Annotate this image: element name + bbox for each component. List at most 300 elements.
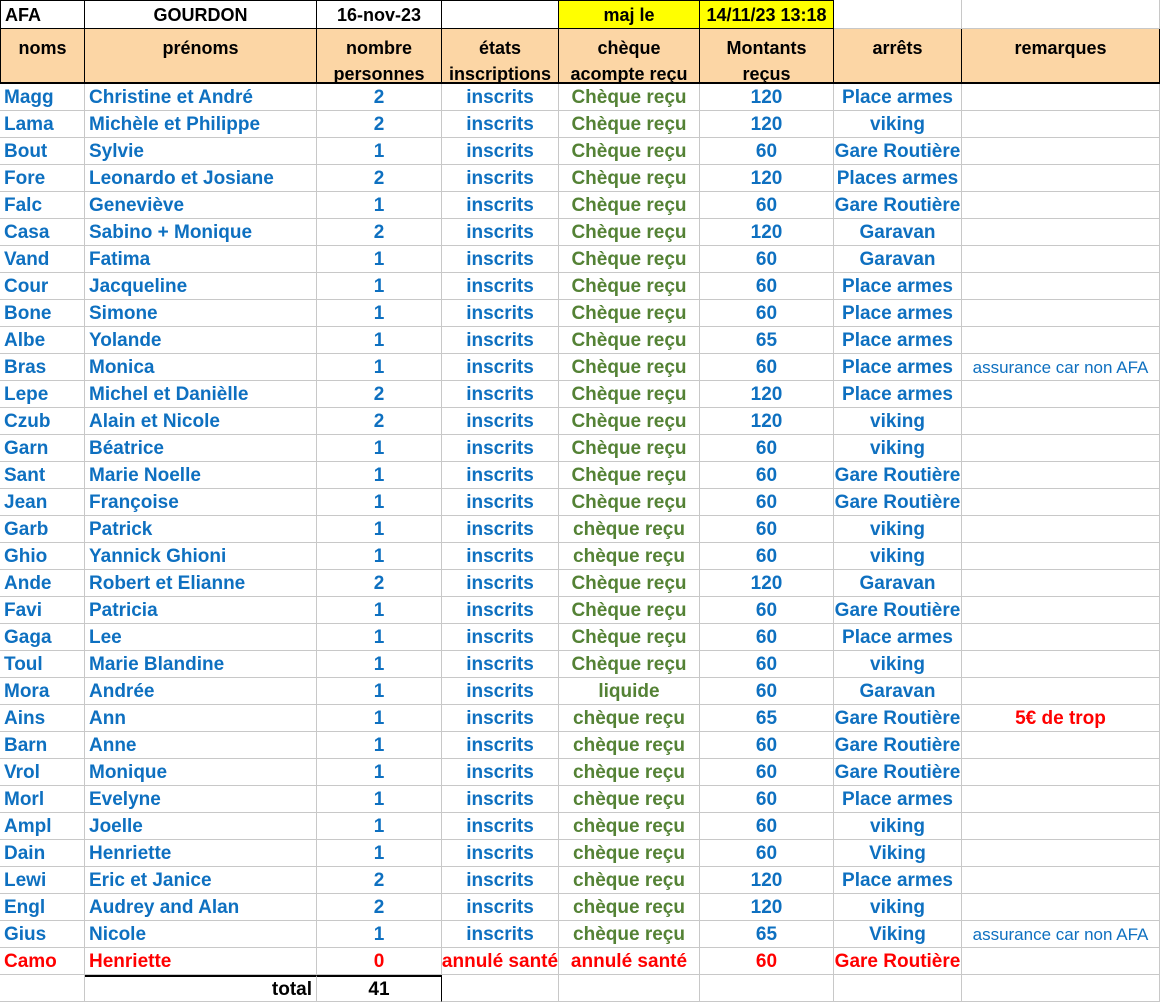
cheque-cell[interactable]: annulé santé (559, 948, 700, 975)
column-header[interactable] (700, 29, 834, 84)
nom-cell[interactable]: Garb (0, 516, 85, 543)
montant-cell[interactable]: 65 (700, 921, 834, 948)
arret-cell[interactable]: viking (834, 516, 962, 543)
table-row (0, 867, 1160, 894)
etat-cell[interactable]: inscrits (442, 435, 559, 462)
montant-cell[interactable]: 60 (700, 543, 834, 570)
total-label[interactable]: total (85, 975, 317, 1002)
empty-cell[interactable] (962, 975, 1160, 1002)
column-header-label: nombre (345, 38, 412, 58)
montant-cell[interactable]: 65 (700, 705, 834, 732)
montant-cell[interactable]: 60 (700, 813, 834, 840)
remarque-cell[interactable] (962, 165, 1160, 192)
remarque-cell[interactable] (962, 408, 1160, 435)
prenoms-cell[interactable]: Ann (85, 705, 317, 732)
remarque-cell[interactable]: 5€ de trop (962, 705, 1160, 732)
etat-cell[interactable]: inscrits (442, 273, 559, 300)
remarque-cell[interactable] (962, 894, 1160, 921)
etat-cell[interactable]: inscrits (442, 165, 559, 192)
arret-cell[interactable]: Place armes (834, 273, 962, 300)
nombre-cell[interactable]: 1 (317, 192, 442, 219)
total-value[interactable]: 41 (317, 975, 442, 1002)
cheque-cell[interactable]: chèque reçu (559, 759, 700, 786)
cheque-cell[interactable]: chèque reçu (559, 732, 700, 759)
prenoms-cell[interactable]: Audrey and Alan (85, 894, 317, 921)
empty-cell[interactable] (0, 975, 85, 1002)
nombre-cell[interactable]: 1 (317, 840, 442, 867)
remarque-cell[interactable] (962, 867, 1160, 894)
prenoms-cell[interactable]: Monique (85, 759, 317, 786)
nom-cell[interactable]: Dain (0, 840, 85, 867)
remarque-cell[interactable] (962, 948, 1160, 975)
arret-cell[interactable]: Garavan (834, 219, 962, 246)
montant-cell[interactable]: 120 (700, 894, 834, 921)
nombre-cell[interactable]: 1 (317, 435, 442, 462)
remarque-cell[interactable] (962, 381, 1160, 408)
etat-cell[interactable]: inscrits (442, 624, 559, 651)
prenoms-cell[interactable]: Anne (85, 732, 317, 759)
remarque-cell[interactable] (962, 84, 1160, 111)
cheque-cell[interactable]: chèque reçu (559, 894, 700, 921)
arret-cell[interactable]: Place armes (834, 300, 962, 327)
arret-cell[interactable]: Place armes (834, 867, 962, 894)
montant-cell[interactable]: 120 (700, 84, 834, 111)
montant-cell[interactable]: 60 (700, 651, 834, 678)
nombre-cell[interactable]: 1 (317, 624, 442, 651)
arret-cell[interactable]: Gare Routière (834, 138, 962, 165)
nombre-cell[interactable]: 1 (317, 543, 442, 570)
blank-cell[interactable] (442, 0, 559, 29)
arret-cell[interactable]: Garavan (834, 246, 962, 273)
etat-cell[interactable]: annulé santé (442, 948, 559, 975)
montant-cell[interactable]: 60 (700, 624, 834, 651)
column-header[interactable] (317, 29, 442, 84)
arret-cell[interactable]: Viking (834, 921, 962, 948)
nom-cell[interactable]: Garn (0, 435, 85, 462)
etat-cell[interactable]: inscrits (442, 489, 559, 516)
nom-cell[interactable]: Ampl (0, 813, 85, 840)
update-label-cell[interactable]: maj le (559, 0, 700, 29)
prenoms-cell[interactable]: Eric et Janice (85, 867, 317, 894)
montant-cell[interactable]: 60 (700, 138, 834, 165)
etat-cell[interactable]: inscrits (442, 813, 559, 840)
etat-cell[interactable]: inscrits (442, 381, 559, 408)
prenoms-cell[interactable]: Leonardo et Josiane (85, 165, 317, 192)
etat-cell[interactable]: inscrits (442, 732, 559, 759)
remarque-cell[interactable] (962, 246, 1160, 273)
nom-cell[interactable]: Engl (0, 894, 85, 921)
remarque-cell[interactable] (962, 300, 1160, 327)
remarque-cell[interactable] (962, 219, 1160, 246)
cheque-cell[interactable]: chèque reçu (559, 813, 700, 840)
prenoms-cell[interactable]: Alain et Nicole (85, 408, 317, 435)
remarque-cell[interactable] (962, 489, 1160, 516)
remarque-cell[interactable] (962, 570, 1160, 597)
nombre-cell[interactable]: 2 (317, 894, 442, 921)
remarque-cell[interactable] (962, 732, 1160, 759)
montant-cell[interactable]: 120 (700, 165, 834, 192)
prenoms-cell[interactable]: Andrée (85, 678, 317, 705)
remarque-cell[interactable] (962, 624, 1160, 651)
prenoms-cell[interactable]: Sabino + Monique (85, 219, 317, 246)
nombre-cell[interactable]: 1 (317, 759, 442, 786)
nom-cell[interactable]: Morl (0, 786, 85, 813)
arret-cell[interactable]: Places armes (834, 165, 962, 192)
etat-cell[interactable]: inscrits (442, 678, 559, 705)
nombre-cell[interactable]: 1 (317, 597, 442, 624)
nombre-cell[interactable]: 2 (317, 867, 442, 894)
etat-cell[interactable]: inscrits (442, 570, 559, 597)
empty-cell[interactable] (559, 975, 700, 1002)
column-header-label: acompte reçu (570, 64, 688, 84)
nombre-cell[interactable]: 1 (317, 813, 442, 840)
cheque-cell[interactable]: chèque reçu (559, 786, 700, 813)
nombre-cell[interactable]: 2 (317, 381, 442, 408)
nom-cell[interactable]: Bout (0, 138, 85, 165)
remarque-cell[interactable]: assurance car non AFA (962, 354, 1160, 381)
etat-cell[interactable]: inscrits (442, 219, 559, 246)
remarque-cell[interactable] (962, 273, 1160, 300)
arret-cell[interactable]: Gare Routière (834, 705, 962, 732)
prenoms-cell[interactable]: Robert et Elianne (85, 570, 317, 597)
etat-cell[interactable]: inscrits (442, 246, 559, 273)
prenoms-cell[interactable]: Monica (85, 354, 317, 381)
nombre-cell[interactable]: 1 (317, 516, 442, 543)
etat-cell[interactable]: inscrits (442, 651, 559, 678)
cheque-cell[interactable]: Chèque reçu (559, 570, 700, 597)
arret-cell[interactable]: Place armes (834, 381, 962, 408)
cheque-cell[interactable]: Chèque reçu (559, 138, 700, 165)
nom-cell[interactable]: Albe (0, 327, 85, 354)
montant-cell[interactable]: 60 (700, 300, 834, 327)
column-header-label: personnes (333, 64, 425, 84)
arret-cell[interactable]: viking (834, 111, 962, 138)
prenoms-cell[interactable]: Lee (85, 624, 317, 651)
nom-cell[interactable]: Casa (0, 219, 85, 246)
cheque-cell[interactable]: chèque reçu (559, 543, 700, 570)
remarque-cell[interactable] (962, 786, 1160, 813)
prenoms-cell[interactable]: Michel et Danièlle (85, 381, 317, 408)
arret-cell[interactable]: Place armes (834, 786, 962, 813)
nom-cell[interactable]: Barn (0, 732, 85, 759)
etat-cell[interactable]: inscrits (442, 327, 559, 354)
arret-cell[interactable]: viking (834, 435, 962, 462)
remarque-cell[interactable] (962, 543, 1160, 570)
arret-cell[interactable]: viking (834, 543, 962, 570)
empty-cell[interactable] (834, 0, 962, 29)
table-row (0, 273, 1160, 300)
etat-cell[interactable]: inscrits (442, 867, 559, 894)
arret-cell[interactable]: viking (834, 813, 962, 840)
cheque-cell[interactable]: chèque reçu (559, 516, 700, 543)
etat-cell[interactable]: inscrits (442, 138, 559, 165)
arret-cell[interactable]: Gare Routière (834, 192, 962, 219)
arret-cell[interactable]: Place armes (834, 84, 962, 111)
cheque-cell[interactable]: Chèque reçu (559, 408, 700, 435)
nombre-cell[interactable]: 1 (317, 489, 442, 516)
montant-cell[interactable]: 60 (700, 246, 834, 273)
remarque-cell[interactable] (962, 651, 1160, 678)
etat-cell[interactable]: inscrits (442, 192, 559, 219)
cheque-cell[interactable]: Chèque reçu (559, 273, 700, 300)
remarque-cell[interactable] (962, 516, 1160, 543)
cheque-cell[interactable]: Chèque reçu (559, 462, 700, 489)
cheque-cell[interactable]: chèque reçu (559, 705, 700, 732)
prenoms-cell[interactable]: Jacqueline (85, 273, 317, 300)
column-header[interactable] (85, 29, 317, 84)
montant-cell[interactable]: 60 (700, 489, 834, 516)
prenoms-cell[interactable]: Christine et André (85, 84, 317, 111)
etat-cell[interactable]: inscrits (442, 894, 559, 921)
empty-cell[interactable] (700, 975, 834, 1002)
prenoms-cell[interactable]: Fatima (85, 246, 317, 273)
table-row (0, 462, 1160, 489)
nom-cell[interactable]: Gaga (0, 624, 85, 651)
nombre-cell[interactable]: 1 (317, 462, 442, 489)
montant-cell[interactable]: 60 (700, 273, 834, 300)
nombre-cell[interactable]: 1 (317, 246, 442, 273)
etat-cell[interactable]: inscrits (442, 921, 559, 948)
nombre-cell[interactable]: 1 (317, 786, 442, 813)
cheque-cell[interactable]: Chèque reçu (559, 111, 700, 138)
arret-cell[interactable]: viking (834, 651, 962, 678)
etat-cell[interactable]: inscrits (442, 300, 559, 327)
nom-cell[interactable]: Bone (0, 300, 85, 327)
nombre-cell[interactable]: 1 (317, 921, 442, 948)
prenoms-cell[interactable]: Patrick (85, 516, 317, 543)
etat-cell[interactable]: inscrits (442, 786, 559, 813)
arret-cell[interactable]: viking (834, 894, 962, 921)
nombre-cell[interactable]: 1 (317, 732, 442, 759)
table-row (0, 489, 1160, 516)
remarque-cell[interactable]: assurance car non AFA (962, 921, 1160, 948)
arret-cell[interactable]: Place armes (834, 354, 962, 381)
etat-cell[interactable]: inscrits (442, 759, 559, 786)
remarque-cell[interactable] (962, 840, 1160, 867)
nombre-cell[interactable]: 1 (317, 705, 442, 732)
nom-cell[interactable]: Jean (0, 489, 85, 516)
prenoms-cell[interactable]: Yannick Ghioni (85, 543, 317, 570)
nom-cell[interactable]: Falc (0, 192, 85, 219)
column-header[interactable] (0, 29, 85, 84)
nom-cell[interactable]: Vrol (0, 759, 85, 786)
prenoms-cell[interactable]: Simone (85, 300, 317, 327)
nombre-cell[interactable]: 1 (317, 273, 442, 300)
nom-cell[interactable]: Vand (0, 246, 85, 273)
cheque-cell[interactable]: Chèque reçu (559, 651, 700, 678)
arret-cell[interactable]: Gare Routière (834, 732, 962, 759)
montant-cell[interactable]: 60 (700, 435, 834, 462)
nom-cell[interactable]: Cour (0, 273, 85, 300)
nombre-cell[interactable]: 1 (317, 354, 442, 381)
column-header-label: chèque (597, 38, 661, 58)
etat-cell[interactable]: inscrits (442, 408, 559, 435)
column-header[interactable] (559, 29, 700, 84)
montant-cell[interactable]: 65 (700, 327, 834, 354)
nombre-cell[interactable]: 2 (317, 570, 442, 597)
nom-cell[interactable]: Gius (0, 921, 85, 948)
cheque-cell[interactable]: Chèque reçu (559, 435, 700, 462)
prenoms-cell[interactable]: Joelle (85, 813, 317, 840)
nombre-cell[interactable]: 2 (317, 84, 442, 111)
cheque-cell[interactable]: Chèque reçu (559, 381, 700, 408)
arret-cell[interactable]: viking (834, 408, 962, 435)
cheque-cell[interactable]: Chèque reçu (559, 300, 700, 327)
arret-cell[interactable]: Place armes (834, 624, 962, 651)
etat-cell[interactable]: inscrits (442, 543, 559, 570)
montant-cell[interactable]: 60 (700, 462, 834, 489)
arret-cell[interactable]: Gare Routière (834, 597, 962, 624)
montant-cell[interactable]: 120 (700, 408, 834, 435)
prenoms-cell[interactable]: Patricia (85, 597, 317, 624)
cheque-cell[interactable]: Chèque reçu (559, 354, 700, 381)
montant-cell[interactable]: 60 (700, 840, 834, 867)
nombre-cell[interactable]: 2 (317, 408, 442, 435)
cheque-cell[interactable]: Chèque reçu (559, 624, 700, 651)
prenoms-cell[interactable]: Henriette (85, 840, 317, 867)
remarque-cell[interactable] (962, 462, 1160, 489)
nom-cell[interactable]: Favi (0, 597, 85, 624)
arret-cell[interactable]: Gare Routière (834, 462, 962, 489)
column-header[interactable] (962, 29, 1160, 84)
remarque-cell[interactable] (962, 813, 1160, 840)
etat-cell[interactable]: inscrits (442, 840, 559, 867)
column-header[interactable] (442, 29, 559, 84)
montant-cell[interactable]: 60 (700, 678, 834, 705)
etat-cell[interactable]: inscrits (442, 597, 559, 624)
etat-cell[interactable]: inscrits (442, 516, 559, 543)
nombre-cell[interactable]: 2 (317, 219, 442, 246)
montant-cell[interactable]: 120 (700, 867, 834, 894)
montant-cell[interactable]: 60 (700, 759, 834, 786)
remarque-cell[interactable] (962, 435, 1160, 462)
montant-cell[interactable]: 120 (700, 381, 834, 408)
org-cell[interactable]: AFA (0, 0, 85, 29)
remarque-cell[interactable] (962, 111, 1160, 138)
etat-cell[interactable]: inscrits (442, 84, 559, 111)
montant-cell[interactable]: 60 (700, 516, 834, 543)
prenoms-cell[interactable]: Marie Noelle (85, 462, 317, 489)
cheque-cell[interactable]: Chèque reçu (559, 165, 700, 192)
nom-cell[interactable]: Ghio (0, 543, 85, 570)
montant-cell[interactable]: 60 (700, 192, 834, 219)
cheque-cell[interactable]: Chèque reçu (559, 489, 700, 516)
nombre-cell[interactable]: 1 (317, 651, 442, 678)
arret-cell[interactable]: Garavan (834, 678, 962, 705)
montant-cell[interactable]: 60 (700, 948, 834, 975)
empty-cell[interactable] (962, 0, 1160, 29)
nombre-cell[interactable]: 0 (317, 948, 442, 975)
prenoms-cell[interactable]: Henriette (85, 948, 317, 975)
arret-cell[interactable]: Gare Routière (834, 948, 962, 975)
nom-cell[interactable]: Sant (0, 462, 85, 489)
cheque-cell[interactable]: Chèque reçu (559, 597, 700, 624)
nombre-cell[interactable]: 1 (317, 138, 442, 165)
prenoms-cell[interactable]: Sylvie (85, 138, 317, 165)
prenoms-cell[interactable]: Evelyne (85, 786, 317, 813)
nom-cell[interactable]: Magg (0, 84, 85, 111)
nombre-cell[interactable]: 1 (317, 678, 442, 705)
cheque-cell[interactable]: Chèque reçu (559, 246, 700, 273)
cheque-cell[interactable]: chèque reçu (559, 921, 700, 948)
arret-cell[interactable]: Garavan (834, 570, 962, 597)
montant-cell[interactable]: 60 (700, 786, 834, 813)
etat-cell[interactable]: inscrits (442, 462, 559, 489)
cheque-cell[interactable]: Chèque reçu (559, 84, 700, 111)
nom-cell[interactable]: Fore (0, 165, 85, 192)
table-row (0, 381, 1160, 408)
nom-cell[interactable]: Lama (0, 111, 85, 138)
etat-cell[interactable]: inscrits (442, 111, 559, 138)
montant-cell[interactable]: 120 (700, 570, 834, 597)
etat-cell[interactable]: inscrits (442, 705, 559, 732)
prenoms-cell[interactable]: Béatrice (85, 435, 317, 462)
prenoms-cell[interactable]: Nicole (85, 921, 317, 948)
update-value-cell[interactable]: 14/11/23 13:18 (700, 0, 834, 29)
cheque-cell[interactable]: chèque reçu (559, 840, 700, 867)
nom-cell[interactable]: Camo (0, 948, 85, 975)
nom-cell[interactable]: Czub (0, 408, 85, 435)
remarque-cell[interactable] (962, 759, 1160, 786)
nom-cell[interactable]: Ande (0, 570, 85, 597)
remarque-cell[interactable] (962, 192, 1160, 219)
nombre-cell[interactable]: 1 (317, 300, 442, 327)
montant-cell[interactable]: 60 (700, 354, 834, 381)
montant-cell[interactable]: 60 (700, 732, 834, 759)
empty-cell[interactable] (442, 975, 559, 1002)
table-row (0, 246, 1160, 273)
cheque-cell[interactable]: Chèque reçu (559, 192, 700, 219)
remarque-cell[interactable] (962, 327, 1160, 354)
nom-cell[interactable]: Lepe (0, 381, 85, 408)
destination-cell[interactable]: GOURDON (85, 0, 317, 29)
cheque-cell[interactable]: liquide (559, 678, 700, 705)
nombre-cell[interactable]: 2 (317, 111, 442, 138)
cheque-cell[interactable]: Chèque reçu (559, 327, 700, 354)
cheque-cell[interactable]: Chèque reçu (559, 219, 700, 246)
etat-cell[interactable]: inscrits (442, 354, 559, 381)
remarque-cell[interactable] (962, 597, 1160, 624)
prenoms-cell[interactable]: Françoise (85, 489, 317, 516)
nom-cell[interactable]: Bras (0, 354, 85, 381)
cheque-cell[interactable]: chèque reçu (559, 867, 700, 894)
nombre-cell[interactable]: 1 (317, 327, 442, 354)
arret-cell[interactable]: Gare Routière (834, 759, 962, 786)
arret-cell[interactable]: Place armes (834, 327, 962, 354)
montant-cell[interactable]: 120 (700, 111, 834, 138)
nom-cell[interactable]: Mora (0, 678, 85, 705)
montant-cell[interactable]: 120 (700, 219, 834, 246)
trip-date-cell[interactable]: 16-nov-23 (317, 0, 442, 29)
remarque-cell[interactable] (962, 678, 1160, 705)
prenoms-cell[interactable]: Marie Blandine (85, 651, 317, 678)
arret-cell[interactable]: Gare Routière (834, 489, 962, 516)
remarque-cell[interactable] (962, 138, 1160, 165)
column-header-label: inscriptions (448, 64, 551, 84)
prenoms-cell[interactable]: Michèle et Philippe (85, 111, 317, 138)
nom-cell[interactable]: Ains (0, 705, 85, 732)
prenoms-cell[interactable]: Yolande (85, 327, 317, 354)
nom-cell[interactable]: Lewi (0, 867, 85, 894)
nom-cell[interactable]: Toul (0, 651, 85, 678)
nombre-cell[interactable]: 2 (317, 165, 442, 192)
prenoms-cell[interactable]: Geneviève (85, 192, 317, 219)
table-row (0, 327, 1160, 354)
column-header[interactable] (834, 29, 962, 84)
empty-cell[interactable] (834, 975, 962, 1002)
montant-cell[interactable]: 60 (700, 597, 834, 624)
arret-cell[interactable]: Viking (834, 840, 962, 867)
